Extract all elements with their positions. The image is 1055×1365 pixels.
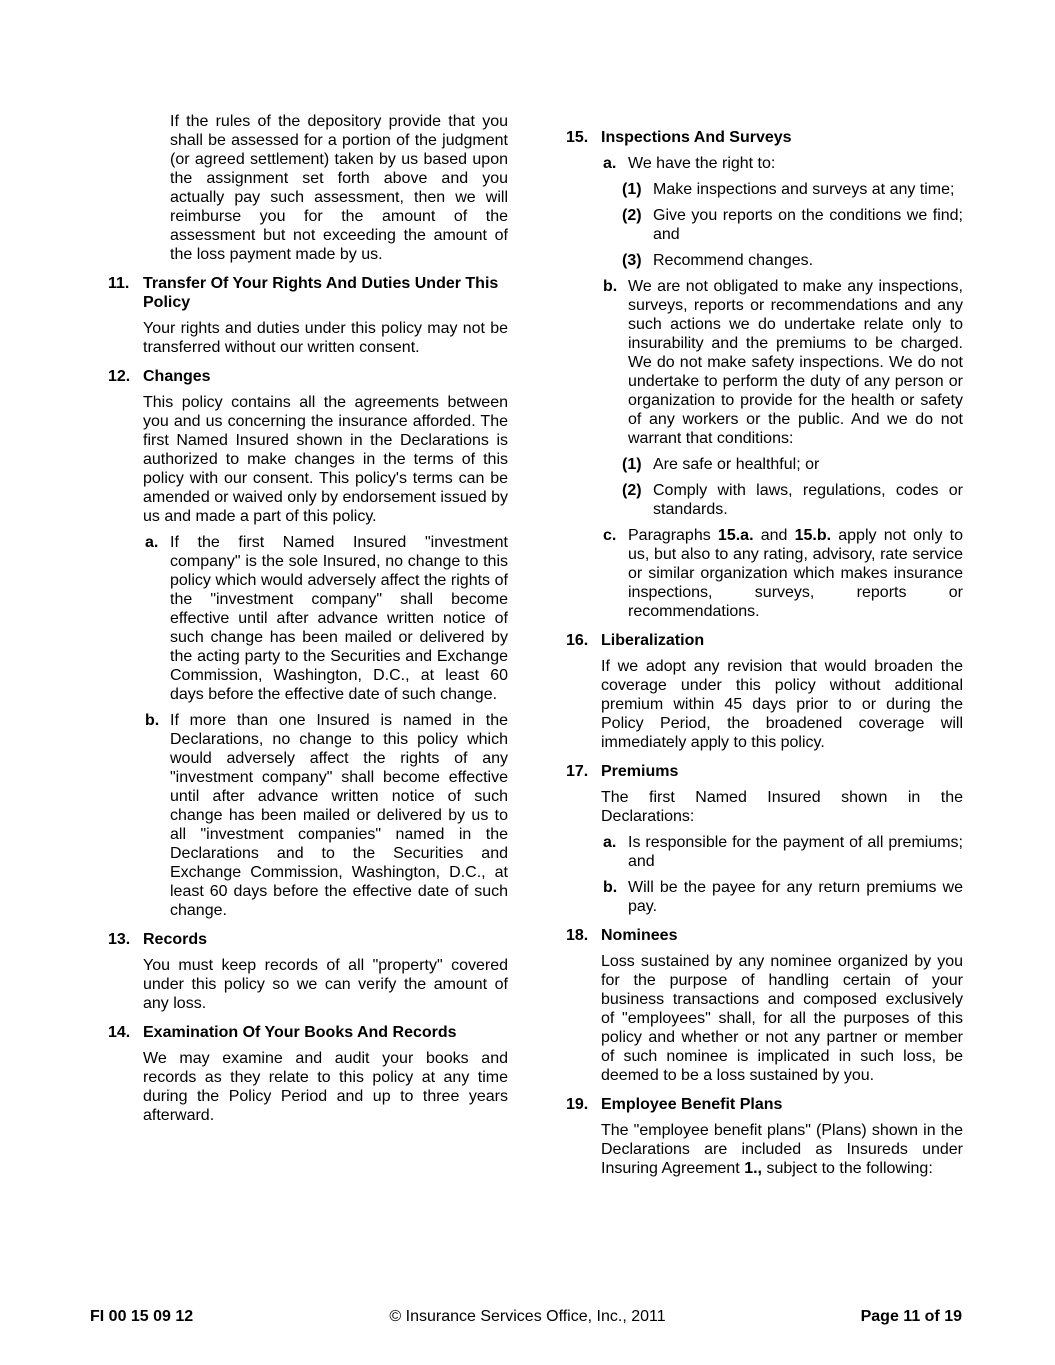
item-marker: b.	[145, 712, 160, 729]
lettered-item	[566, 526, 963, 621]
item-marker: (1)	[622, 181, 642, 198]
section-heading	[108, 367, 508, 386]
section-heading	[108, 274, 508, 312]
block-text: Are safe or healthful; or	[653, 456, 820, 473]
right-column	[566, 118, 963, 1178]
section-title: Premiums	[601, 763, 679, 780]
lettered-item	[566, 154, 963, 173]
paragraph	[143, 956, 508, 1013]
numbered-item	[566, 481, 963, 519]
page-footer	[0, 1307, 1055, 1327]
block-text: This policy contains all the agreements between you and us concerning the insurance afforded. The first Named Insured shown in the Declarations is authorized to make changes in the terms of this policy with our consent. This policy's terms can be amended or waived only by endorsement issued by us and made a part of this policy.	[143, 394, 508, 525]
item-marker: a.	[145, 534, 159, 551]
block-text: If we adopt any revision that would broaden the coverage under this policy without additional premium within 45 days prior to or during the Policy Period, the broadened coverage will immediately apply to this policy.	[601, 658, 963, 751]
section-heading	[108, 1023, 508, 1042]
item-marker: b.	[603, 879, 618, 896]
paragraph	[143, 393, 508, 526]
section-number: 14.	[108, 1024, 131, 1041]
section-number: 12.	[108, 368, 131, 385]
item-marker: (3)	[622, 252, 642, 269]
block-text: Recommend changes.	[653, 252, 814, 269]
section-heading	[566, 762, 963, 781]
block-text: You must keep records of all "property" covered under this policy so we can verify the amount of any loss.	[143, 957, 508, 1012]
section-heading	[566, 926, 963, 945]
item-marker: b.	[603, 278, 618, 295]
block-text: Is responsible for the payment of all premiums; and	[628, 834, 963, 870]
numbered-item	[566, 251, 963, 270]
footer-page-number: Page 11 of 19	[860, 1308, 962, 1325]
section-number: 18.	[566, 927, 589, 944]
section-heading	[566, 631, 963, 650]
item-marker: (2)	[622, 207, 642, 224]
section-title: Transfer Of Your Rights And Duties Under This Policy	[143, 275, 499, 311]
block-text: The "employee benefit plans" (Plans) shown in the Declarations are included as Insureds under Insuring Agreement 1., subject to the following:	[601, 1122, 963, 1177]
block-text: If more than one Insured is named in the Declarations, no change to this policy which would adversely affect the rights of any "investment company" shall become effective until after advance written notice of such change has been mailed or delivered by us to all "investment companies" named in the Declarations and to the Securities and Exchange Commission, Washington, D.C., at least 60 days before the effective date of such change.	[170, 712, 508, 919]
section-number: 15.	[566, 129, 589, 146]
block-text: Your rights and duties under this policy may not be transferred without our written consent.	[143, 320, 508, 356]
section-number: 19.	[566, 1096, 589, 1113]
item-marker: a.	[603, 155, 617, 172]
lettered-item	[108, 533, 508, 704]
section-title: Nominees	[601, 927, 678, 944]
paragraph	[143, 319, 508, 357]
block-text: Paragraphs 15.a. and 15.b. apply not only to us, but also to any rating, advisory, rate service or similar organization which makes insurance inspections, surveys, reports or recommendations.	[628, 527, 964, 620]
section-number: 17.	[566, 763, 589, 780]
lettered-item	[566, 277, 963, 448]
block-text: Loss sustained by any nominee organized by you for the purpose of handling certain of your business transactions and composed exclusively of "employees" shall, for all the purposes of this policy and whether or not any partner or member of such nominee is implicated in such loss, be deemed to be a loss sustained by you.	[601, 953, 963, 1084]
paragraph	[601, 1121, 963, 1178]
item-marker: (2)	[622, 482, 642, 499]
section-number: 11.	[108, 275, 130, 292]
hanging-paragraph	[170, 112, 508, 264]
block-text: We may examine and audit your books and records as they relate to this policy at any time during the Policy Period and up to three years afterward.	[143, 1050, 508, 1124]
paragraph	[601, 657, 963, 752]
block-text: If the rules of the depository provide that you shall be assessed for a portion of the judgment (or agreed settlement) taken by us based upon the assignment set forth above and you actually pay such assessment, then we will reimburse you for the amount of the assessment but not exceeding the amount of the loss payment made by us.	[170, 113, 508, 263]
lettered-item	[566, 833, 963, 871]
section-number: 13.	[108, 931, 131, 948]
section-title: Examination Of Your Books And Records	[143, 1024, 457, 1041]
numbered-item	[566, 455, 963, 474]
section-heading	[566, 128, 963, 147]
lettered-item	[108, 711, 508, 920]
block-text: Will be the payee for any return premiums we pay.	[628, 879, 963, 915]
section-title: Inspections And Surveys	[601, 129, 792, 146]
block-text: Comply with laws, regulations, codes or standards.	[653, 482, 963, 518]
block-text: Give you reports on the conditions we find; and	[653, 207, 963, 243]
block-text: We are not obligated to make any inspections, surveys, reports or recommendations and any such actions we do undertake relate only to insurability and the premiums to be charged. We do not make safety inspections. We do not undertake to perform the duty of any person or organization to provide for the health or safety of any workers or the public. And we do not warrant that conditions:	[628, 278, 963, 447]
section-number: 16.	[566, 632, 589, 649]
block-text: If the first Named Insured "investment company" is the sole Insured, no change to this policy which would adversely affect the rights of the "investment company" shall become effective until after advance written notice of such change has been mailed or delivered by the acting party to the Securities and Exchange Commission, Washington, D.C., at least 60 days before the effective date of such change.	[170, 534, 508, 703]
footer-form-number: FI 00 15 09 12	[90, 1308, 194, 1325]
section-title: Employee Benefit Plans	[601, 1096, 783, 1113]
numbered-item	[566, 206, 963, 244]
block-text: We have the right to:	[628, 155, 776, 172]
footer-copyright: © Insurance Services Office, Inc., 2011	[389, 1308, 666, 1325]
lettered-item	[566, 878, 963, 916]
item-marker: (1)	[622, 456, 642, 473]
section-title: Liberalization	[601, 632, 705, 649]
block-text: Make inspections and surveys at any time;	[653, 181, 955, 198]
block-text: The first Named Insured shown in the Declarations:	[601, 789, 963, 825]
paragraph	[601, 952, 963, 1085]
paragraph	[143, 1049, 508, 1125]
paragraph	[601, 788, 963, 826]
numbered-item	[566, 180, 963, 199]
section-heading	[108, 930, 508, 949]
section-title: Records	[143, 931, 208, 948]
section-heading	[566, 1095, 963, 1114]
section-title: Changes	[143, 368, 211, 385]
left-column	[108, 112, 508, 1125]
item-marker: c.	[603, 527, 617, 544]
item-marker: a.	[603, 834, 617, 851]
